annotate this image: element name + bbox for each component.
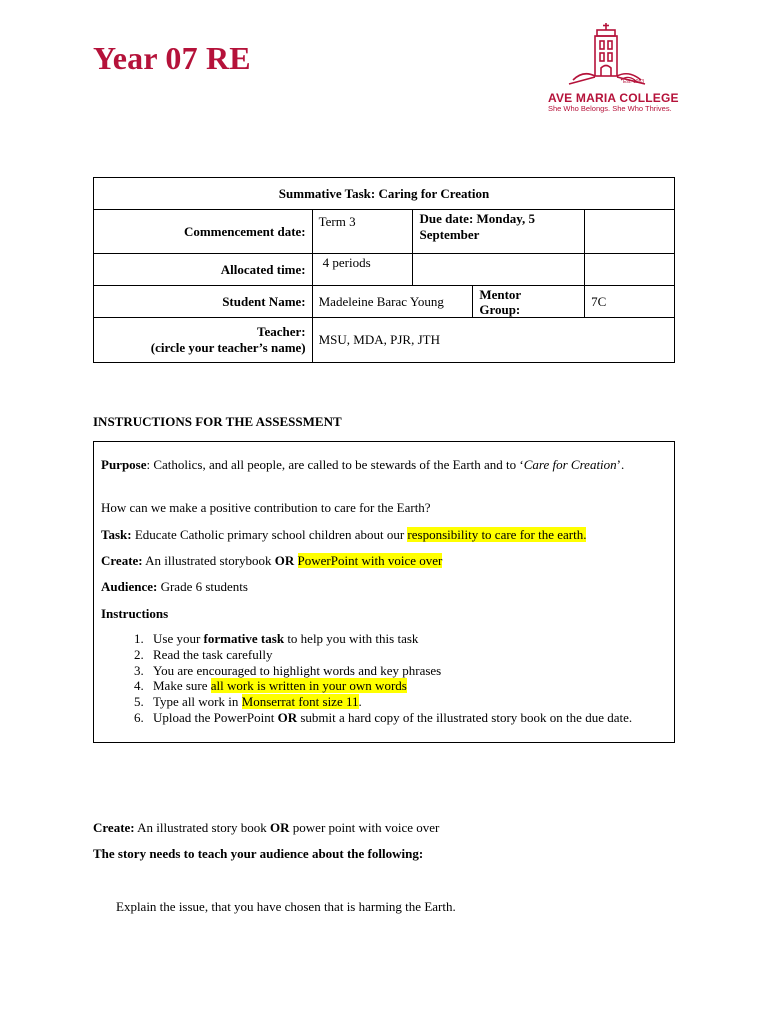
due-date-label	[413, 210, 585, 254]
list-item	[147, 694, 632, 710]
create-or: OR	[274, 553, 295, 568]
audience-label: Audience:	[101, 579, 158, 594]
teacher-line-2: (circle your teacher’s name)	[150, 340, 306, 355]
instructions-box	[93, 441, 675, 743]
step-5-highlight: Monserrat font size 11	[241, 694, 359, 710]
due-date-line-1: Due date: Monday, 5	[419, 211, 536, 226]
due-date-value	[585, 210, 675, 254]
teacher-value: MSU, MDA, PJR, JTH	[312, 318, 674, 363]
step-6-post: submit a hard copy of the illustrated story book on the due date.	[297, 709, 633, 725]
teacher-label	[94, 318, 313, 363]
step-5-post: .	[358, 694, 362, 710]
purpose-paragraph	[101, 457, 664, 473]
create-paragraph	[101, 553, 664, 569]
step-1-bold: formative task	[203, 631, 285, 646]
step-4-highlight: all work is written in your own words	[210, 678, 407, 694]
instructions-list	[101, 631, 632, 726]
story-heading: The story needs to teach your audience about the following:	[93, 846, 424, 861]
bottom-create-end: power point with voice over	[289, 820, 440, 835]
purpose-end: ’.	[616, 457, 625, 472]
allocated-empty-cell	[413, 254, 585, 286]
question-paragraph: How can we make a positive contribution to care for the Earth?	[101, 500, 431, 515]
college-logo	[543, 22, 683, 116]
student-name-label: Student Name:	[94, 286, 313, 318]
task-heading: Summative Task: Caring for Creation	[94, 178, 675, 210]
list-item	[147, 678, 632, 694]
bottom-create-line	[93, 820, 439, 836]
commencement-value: Term 3	[312, 210, 413, 254]
task-highlight: responsibility to care for the earth.	[407, 527, 587, 542]
commencement-label: Commencement date:	[94, 210, 313, 254]
list-item: 2. Read the task carefully	[147, 647, 632, 663]
logo-name: AVE MARIA COLLEGE	[548, 91, 679, 105]
task-text: Educate Catholic primary school children about our	[131, 527, 408, 542]
step-6-pre: Upload the PowerPoint	[153, 709, 278, 725]
teacher-line-1: Teacher:	[257, 324, 306, 339]
allocated-empty-cell-2	[585, 254, 675, 286]
step-1-post: to help you with this task	[284, 631, 419, 646]
task-details-table	[93, 177, 675, 363]
due-date-line-2: September	[419, 227, 480, 242]
purpose-label: Purpose	[101, 457, 147, 472]
create-label: Create:	[101, 553, 143, 568]
list-item: 3. You are encouraged to highlight words and key phrases	[147, 663, 632, 679]
audience-paragraph	[101, 579, 664, 595]
create-text: An illustrated storybook	[142, 553, 275, 568]
task-label: Task:	[101, 527, 132, 542]
instructions-heading: INSTRUCTIONS FOR THE ASSESSMENT	[93, 414, 342, 429]
instructions-subheading: Instructions	[101, 606, 169, 621]
explain-line: Explain the issue, that you have chosen that is harming the Earth.	[116, 899, 456, 914]
list-item	[147, 710, 632, 726]
step-6-bold: OR	[277, 709, 298, 725]
logo-tagline: She Who Belongs. She Who Thrives.	[548, 104, 672, 113]
step-1-pre: Use your	[153, 631, 204, 646]
page-title: Year 07 RE	[93, 40, 251, 76]
audience-text: Grade 6 students	[157, 579, 248, 594]
allocated-value: 4 periods	[312, 254, 413, 286]
purpose-italic: Care for Creation	[523, 457, 617, 472]
mentor-group-value: 7C	[585, 286, 675, 318]
list-item	[147, 631, 632, 647]
allocated-label: Allocated time:	[94, 254, 313, 286]
bottom-create-label: Create:	[93, 820, 135, 835]
step-5-pre: Type all work in	[153, 694, 242, 710]
student-name-value: Madeleine Barac Young	[312, 286, 473, 318]
bottom-create-text: An illustrated story book	[134, 820, 271, 835]
mentor-group-label	[473, 286, 585, 318]
task-paragraph	[101, 527, 664, 543]
mentor-line-1: Mentor	[479, 286, 522, 302]
step-4-pre: Make sure	[153, 678, 211, 694]
purpose-text: : Catholics, and all people, are called to be stewards of the Earth and to ‘	[146, 457, 524, 472]
mentor-line-2: Group:	[479, 301, 521, 317]
create-highlight: PowerPoint with voice over	[297, 553, 443, 568]
logo-est: Est. 1963	[623, 79, 645, 85]
bottom-create-or: OR	[270, 820, 290, 835]
